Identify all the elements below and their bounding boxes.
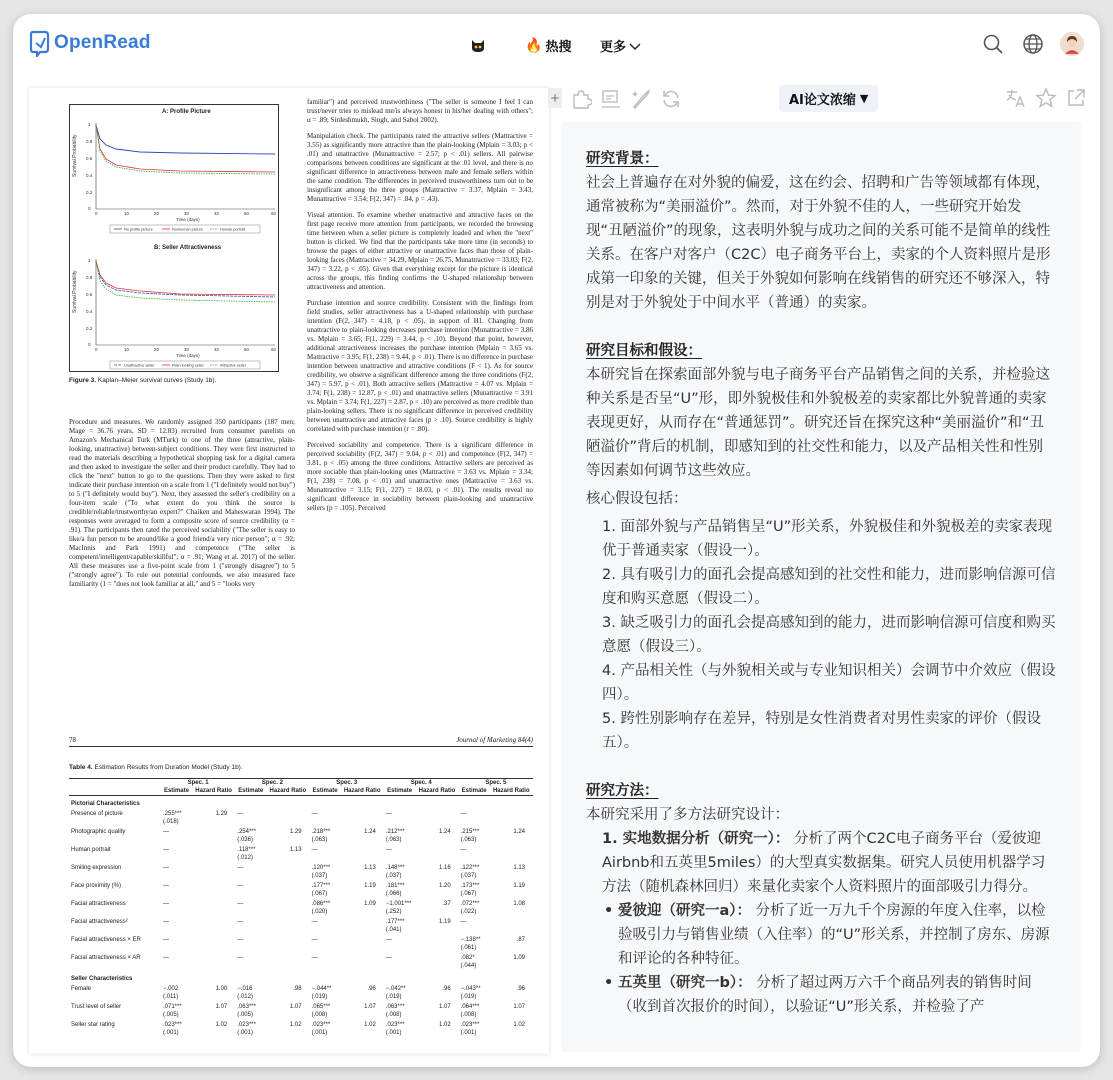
table-cell: .173*** (.067)	[460, 883, 480, 897]
estimation-table	[69, 778, 533, 1038]
method-bullet: • 爱彼迎（研究一a）： 分析了近一万九千个房源的年度入住率，以检验吸引力与销售业绩（入住率）的“U”形关系，并控制了房东、房源和评论的各种特征。	[586, 899, 1056, 971]
journal-name: Journal of Marketing 84(4)	[456, 736, 533, 744]
table-cell: .122*** (.037)	[460, 865, 480, 879]
table-cell: —	[460, 919, 467, 925]
table-cell: .023*** (.001)	[163, 1022, 182, 1036]
table-cell	[192, 827, 235, 845]
table-row	[69, 953, 533, 971]
table-cell: .065*** (.008)	[311, 1004, 331, 1018]
fire-icon: 🔥	[525, 37, 543, 54]
table-row	[69, 935, 533, 953]
table-cell: .082* (.044)	[460, 955, 477, 969]
table-cell: —	[163, 883, 169, 889]
table-spec-header: Spec. 1	[161, 779, 235, 788]
table-row-label: Human portrait	[71, 847, 111, 853]
mascot-button[interactable]	[469, 36, 487, 54]
table-cell	[192, 845, 235, 863]
table-cell	[266, 935, 309, 953]
legend-b-2: Plain-looking seller	[172, 363, 204, 368]
top-bar	[13, 14, 1100, 78]
table-cell: .064*** (.008)	[460, 1004, 480, 1018]
table-row	[69, 845, 533, 863]
table-row-label: Trust level of seller	[71, 1004, 122, 1010]
table-cell: —	[460, 811, 467, 817]
svg-text:60: 60	[271, 347, 277, 352]
figure-3	[69, 104, 279, 372]
table-cell: .215*** (.063)	[460, 829, 480, 843]
table-cell: .254*** (.036)	[237, 829, 256, 843]
figure-xlabel-b: Time (days)	[176, 353, 200, 358]
table-cell: .023*** (.001)	[311, 1022, 331, 1036]
table-cell	[266, 953, 309, 971]
translate-icon[interactable]	[1005, 87, 1027, 109]
svg-text:20: 20	[154, 347, 160, 352]
svg-text:10: 10	[124, 211, 130, 216]
table-cell: —	[163, 865, 169, 871]
table-cell: −.043** (.019)	[460, 986, 481, 1000]
table-cell	[192, 881, 235, 899]
background-text: 社会上普遍存在对外貌的偏爱，这在约会、招聘和广告等领域都有体现，通常被称为“美丽溢价”。然而，对于外貌不佳的人，一些研究开始发现“丑陋溢价”的现象，这表明外貌与成功之间的关系可能不是简单的线性关系。在客户对客户（C2C）电子商务平台上，卖家的个人资料照片是形成第一印象的关键，但关于外貌如何影响在线销售的研究还不够深入，特别是对于外貌处于中间水平（普通）的卖家。	[586, 175, 1051, 311]
table-cell: 1.02	[364, 1022, 376, 1028]
language-button[interactable]	[1020, 31, 1046, 57]
presentation-icon[interactable]	[600, 88, 622, 110]
table-cell: 1.19	[513, 883, 525, 889]
table-cell: .063*** (.008)	[385, 1004, 405, 1018]
table-subhead: Estimate	[461, 788, 487, 794]
figure-ylabel-b: Survival Probability	[72, 270, 78, 313]
svg-text:30: 30	[184, 347, 190, 352]
table-cell: —	[460, 847, 467, 853]
table-cell: .120*** (.037)	[311, 865, 331, 879]
table-cell	[340, 953, 383, 971]
pdf-paragraph: Manipulation check. The participants rated the attractive sellers (Mattractive = 3.55) as significantly more attractive than the plain-looking (Mplain = 3.03; p < .01) and unattractive (Munattractive = 2.57; p < .01) sellers. All pairwise comparisons between conditions are significant at the .01 level, and there is no significant difference in attractiveness between male and female sellers within the same condition. The differences in perceived trustworthiness turn out to be insignificant among the three groups (Mattractive = 3.37, Mplain = 3.43, Munattractive = 3.54; F(2, 347) = .84, p = .43).	[307, 132, 533, 203]
svg-text:0.2: 0.2	[86, 326, 93, 331]
pdf-text-right	[307, 98, 533, 668]
table-cell: .023*** (.001)	[237, 1022, 256, 1036]
pdf-page-footer	[69, 736, 533, 747]
table-row	[69, 899, 533, 917]
legend-b-1: Unattractive seller	[124, 363, 155, 368]
table-cell	[192, 899, 235, 917]
table-section-label: Pictorial Characteristics	[71, 801, 140, 807]
table-row-label: Presence of picture	[71, 811, 123, 817]
table-cell: —	[163, 955, 169, 961]
pdf-paragraph: Visual attention. To examine whether unattractive and attractive faces on the first page receive more attention from participants, we recorded the browsing time between when a seller picture is completely loaded and when the "next" button is clicked. We find that the participants take more time (in seconds) to browse the pages of either attractive or unattractive faces than those of plain-looking faces (Mattractive = 34.29, Mplain = 26.75, Munattractive = 33.03; F(2, 347) = 3.22, p < .05). Given that everything except for the picture is identical across the groups, this finding confirms the U-shaped relationship between attractiveness and attention.	[307, 211, 533, 291]
table-subhead-blank	[69, 787, 161, 796]
table-cell: .063*** (.005)	[237, 1004, 256, 1018]
svg-text:1: 1	[88, 122, 91, 127]
table-row	[69, 796, 533, 810]
table-cell: .98	[293, 986, 302, 992]
table-cell	[415, 953, 458, 971]
svg-text:0: 0	[95, 347, 98, 352]
figure-caption: Figure 3. Kaplan–Meier survival curves (Study 1b).	[69, 377, 217, 384]
app-window	[13, 14, 1100, 1067]
table-cell: 1.07	[438, 1004, 451, 1010]
method-item: 1. 实地数据分析（研究一）： 分析了两个C2C电子商务平台（爱彼迎Airbnb和五英里5miles）的大型真实数据集。研究人员使用机器学习方法（随机森林回归）来量化卖家个人资料照片的面部吸引力得分。	[602, 831, 1046, 895]
table-row	[69, 827, 533, 845]
table-cell: —	[163, 829, 169, 835]
table-cell: 1.13	[364, 865, 376, 871]
table-cell: 1.00	[215, 986, 228, 992]
svg-text:0.8: 0.8	[86, 275, 93, 280]
svg-text:0: 0	[95, 211, 98, 216]
table-cell: −.002 (.011)	[163, 986, 179, 1000]
table-row-label: Facial attractiveness × AR	[71, 955, 141, 961]
table-spec-header: Spec. 2	[235, 779, 309, 788]
table-spec-header: Spec. 3	[310, 779, 384, 788]
table-cell	[490, 917, 533, 935]
legend-a-1: No profile picture	[124, 227, 153, 232]
chevron-down-icon	[629, 41, 641, 51]
search-icon	[982, 33, 1004, 55]
table-row	[69, 1002, 533, 1020]
table-row-label: Smiling expression	[71, 865, 122, 871]
svg-text:30: 30	[184, 211, 190, 216]
table-cell: —	[237, 865, 244, 871]
table-cell: —	[237, 937, 244, 943]
table-cell: 1.07	[215, 1004, 228, 1010]
table-cell: .177*** (.067)	[311, 883, 331, 897]
table-row-label: Photographic quality	[71, 829, 126, 835]
table-cell	[415, 809, 458, 827]
hypothesis-intro: 核心假设包括：	[586, 491, 688, 507]
table-cell	[490, 809, 533, 827]
table-cell: −1.001*** (.252)	[385, 901, 412, 915]
hypothesis-item: 3. 缺乏吸引力的面孔会提高感知到的能力，进而影响信源可信度和购买意愿（假设三）。	[602, 615, 1056, 655]
star-icon[interactable]	[1035, 87, 1057, 109]
table-row	[69, 881, 533, 899]
table-row	[69, 971, 533, 984]
puzzle-icon[interactable]	[570, 88, 592, 110]
svg-text:50: 50	[244, 211, 250, 216]
table-cell: —	[163, 919, 169, 925]
table-cell: 1.09	[364, 901, 376, 907]
table-cell: 1.24	[438, 829, 451, 835]
table-cell	[266, 917, 309, 935]
table-cell: 1.02	[513, 1022, 525, 1028]
svg-text:1: 1	[88, 258, 91, 263]
legend-b-3: Attractive seller	[220, 363, 246, 368]
table-cell	[266, 863, 309, 881]
figure-chart-a	[70, 117, 280, 235]
table-cell	[340, 809, 383, 827]
table-cell: .212*** (.063)	[385, 829, 405, 843]
table-cell	[340, 845, 383, 863]
more-label: 更多	[600, 40, 627, 55]
method-bullet: • 五英里（研究一b）： 分析了超过两万六千个商品列表的销售时间（收到首次报价的时间），以验证“U”形关系，并检验了产	[586, 971, 1056, 1019]
table-cell	[192, 935, 235, 953]
table-cell: —	[237, 901, 244, 907]
svg-text:60: 60	[271, 211, 277, 216]
pdf-paragraph: familiar") and perceived trustworthiness ("The seller is someone I feel I can trust/never tries to mislead me/is always honest in his/her dealing with others"; α = .89; Sirdeshmukh, Singh, and Sabol 2002).	[307, 98, 533, 124]
summary-toolbar	[543, 82, 1100, 118]
table-cell	[340, 935, 383, 953]
table-cell: .072*** (.022)	[460, 901, 480, 915]
table-cell: —	[385, 847, 392, 853]
table-cell: —	[311, 919, 318, 925]
table-cell: .023*** (.001)	[385, 1022, 405, 1036]
globe-icon	[1022, 33, 1044, 55]
table-cell: .181*** (.066)	[385, 883, 405, 897]
pdf-paragraph: Perceived sociability and competence. There is a significant difference in perceived sociability (F(2, 347) = 9.04, p < .01) and competence (F(2, 347) = 3.81, p < .05) among the three conditions. Attractive sellers are perceived as more sociable than plain-looking ones (Mattractive = 3.63 vs. Mplain = 3.34; F(1, 238) = 7.08, p < .01) and unattractive ones (Mattractive = 3.63 vs. Munattractive = 3.15; F(1, 227) = 18.03, p < .01). The results reveal no significant difference in sociability between plain-looking and unattractive sellers (p = .105). Perceived	[307, 441, 533, 512]
method-intro: 本研究采用了多方法研究设计：	[586, 807, 789, 823]
table-cell: 1.07	[513, 1004, 525, 1010]
svg-text:0.8: 0.8	[86, 139, 93, 144]
summary-mode-label: AI论文浓缩	[789, 93, 856, 108]
table-cell: 1.07	[289, 1004, 302, 1010]
ai-summary-panel[interactable]	[561, 122, 1081, 1052]
table-cell: .071*** (.005)	[163, 1004, 182, 1018]
pdf-viewer[interactable]	[29, 88, 549, 1054]
table-subhead: Hazard Ratio	[195, 788, 232, 794]
table-subhead: Estimate	[163, 788, 189, 794]
table-cell: 1.13	[289, 847, 302, 853]
figure-chart-b	[70, 253, 280, 371]
more-menu[interactable]	[600, 36, 641, 55]
table-cell: —	[163, 901, 169, 907]
table-cell: 1.07	[364, 1004, 376, 1010]
page-number: 78	[69, 736, 76, 744]
table-cell	[415, 935, 458, 953]
table-cell: 1.29	[289, 829, 302, 835]
pdf-paragraph: Purchase intention and source credibility. Consistent with the findings from field studies, seller attractiveness has a U-shaped relationship with purchase intention (F(2, 347) = 4.18, p < .05), in support of H1. Changing from unattractive to plain-looking decreases purchase intention (Munattractive = 3.86 vs. Mplain = 3.65; F(1, 229) = 3.44, p < .10). Beyond that point, however, additional attractiveness increases the purchase intention (Mplain = 3.65 vs. Mattractive = 3.95; F(1, 238) = 9.44, p < .01). There is no difference in purchase intention between unattractive and attractive conditions (F < 1). As for source credibility, we observe a significant difference among the three conditions (F(2, 347) = 5.97, p < .01). Both attractive sellers (Mattractive = 4.07 vs. Mplain = 3.74; F(1, 238) = 12.87, p < .01) and unattractive sellers (Munattractive = 3.91 vs. Mplain = 3.74; F(1, 227) = 2.87, p < .10) are perceived as more credible than plain-looking sellers. There is no significant difference in perceived credibility between unattractive and attractive faces (p > .10). Source credibility is highly correlated with purchase intention (r = .80).	[307, 299, 533, 433]
table-cell: —	[385, 937, 392, 943]
table-subhead: Hazard Ratio	[269, 788, 307, 794]
table-cell: —	[385, 955, 392, 961]
table-cell: 1.02	[438, 1022, 451, 1028]
table-corner	[69, 779, 161, 788]
table-cell: —	[237, 919, 244, 925]
svg-text:10: 10	[124, 347, 130, 352]
svg-text:0.4: 0.4	[86, 309, 93, 314]
hypothesis-item: 4. 产品相关性（与外貌相关或与专业知识相关）会调节中介效应（假设四）。	[602, 663, 1056, 703]
background-heading: 研究背景：	[586, 151, 659, 167]
table-cell: 1.20	[438, 883, 451, 889]
hot-search-link[interactable]	[525, 36, 571, 55]
table-cell: .255*** (.018)	[163, 811, 182, 825]
figure-xlabel-a: Time (days)	[176, 217, 200, 222]
table-cell	[415, 845, 458, 863]
table-cell: —	[237, 883, 244, 889]
table-cell: 1.02	[215, 1022, 228, 1028]
table-row-label: Face proximity (%)	[71, 883, 122, 889]
table-subhead: Hazard Ratio	[418, 788, 456, 794]
table-title: Table 4. Estimation Results from Duration Model (Study 1b).	[69, 764, 243, 771]
table-cell	[266, 899, 309, 917]
table-cell: −.138** (.061)	[460, 937, 481, 951]
table-cell: .086*** (.020)	[311, 901, 331, 915]
table-cell: 1.19	[364, 883, 376, 889]
table-row-label: Female	[71, 986, 92, 992]
table-subhead: Hazard Ratio	[343, 788, 381, 794]
table-cell: —	[237, 955, 244, 961]
openread-logo[interactable]	[29, 29, 151, 57]
hypothesis-item: 1. 面部外貌与产品销售呈“U”形关系，外貌极佳和外貌极差的卖家表现优于普通卖家（假设一）。	[602, 519, 1053, 559]
svg-text:20: 20	[154, 211, 160, 216]
legend-a-2: Nonhuman picture	[172, 227, 204, 232]
table-cell: .023*** (.001)	[460, 1022, 480, 1036]
mascot-icon	[469, 36, 487, 54]
table-cell: 1.24	[513, 829, 525, 835]
table-row	[69, 1020, 533, 1038]
refresh-icon[interactable]	[660, 88, 682, 110]
table-cell	[490, 845, 533, 863]
table-row-label: Facial attractiveness	[71, 901, 126, 907]
figure-title-b: B: Seller Attractiveness	[154, 245, 222, 251]
table-cell: 1.08	[513, 901, 525, 907]
table-cell: .96	[367, 986, 376, 992]
table-cell: 1.13	[513, 865, 525, 871]
legend-a-3: Human portrait	[220, 227, 246, 232]
hypothesis-item: 2. 具有吸引力的面孔会提高感知到的社交性和能力，进而影响信源可信度和购买意愿（假设二）。	[602, 567, 1056, 607]
table-cell: −.042** (.019)	[385, 986, 406, 1000]
table-cell: 1.09	[513, 955, 525, 961]
table-row-label: Seller star rating	[71, 1022, 115, 1028]
openread-logo-icon	[29, 29, 51, 57]
svg-text:0.6: 0.6	[86, 292, 93, 297]
summary-mode-dropdown[interactable]	[779, 85, 878, 112]
svg-text:0: 0	[88, 206, 91, 211]
pdf-paragraph: Procedure and measures. We randomly assigned 350 participants (187 men; Mage = 36.76 years, SD = 12.83) recruited from consumer panelists on Amazon's Mechanical Turk (MTurk) to one of the three (attractive, plain-looking, unattractive) between-subject conditions. They were first instructed to read the materials describing a hypothetical shopping task for a digital camera and then asked to investigate the seller and their product carefully. They had to click the "next" button to go to the questions. Then they were asked to first indicate their purchase intention on a scale from 1 ("I definitely would not buy") to 5 ("I definitely would buy"). Next, they assessed the seller's credibility on a four-item scale ("To what extent do you think the source is credible/reliable/trustworthy/an expert?" Chaiken and Maheswaran 1994). The responses were averaged to form a composite score of source credibility (α = .91). The participants then rated the perceived sociability ("The seller is easy to like/a fun person to be around/like a good friend/a very nice person"; α = .92; MacInnis and Park 1991) and competence ("The seller is competent/intelligent/capable/skillful"; α = .91; Wang et al. 2017) of the seller. All these measures use a five-point scale from 1 ("strongly disagree") to 5 ("strongly agree"). To rule out potential confounds, we also measured face familiarity (1 = "does not look familiar at all," and 5 = "looks very	[69, 418, 295, 588]
table-cell: −.044** (.019)	[311, 986, 332, 1000]
table-cell: 1.16	[438, 865, 451, 871]
table-cell: .177*** (.041)	[385, 919, 405, 933]
table-cell	[192, 953, 235, 971]
open-external-icon[interactable]	[1065, 87, 1087, 109]
user-avatar[interactable]	[1060, 32, 1084, 56]
table-row-label: Facial attractiveness × ER	[71, 937, 141, 943]
avatar-icon	[1060, 32, 1084, 56]
table-cell: 1.19	[438, 919, 451, 925]
figure-title-a: A: Profile Picture	[162, 109, 211, 115]
table-cell: —	[311, 955, 318, 961]
table-cell: —	[311, 847, 318, 853]
hypothesis-item: 5. 跨性别影响存在差异，特别是女性消费者对男性卖家的评价（假设五）。	[602, 711, 1041, 751]
table-cell	[266, 809, 309, 827]
table-cell: —	[163, 847, 169, 853]
table-subhead: Hazard Ratio	[492, 788, 530, 794]
figure-ylabel-a: Survival Probability	[72, 134, 78, 177]
table-section-label: Seller Characteristics	[71, 976, 133, 982]
table-cell: 1.24	[364, 829, 376, 835]
table-cell: −.016 (.012)	[237, 986, 253, 1000]
goals-text: 本研究旨在探索面部外貌与电子商务平台产品销售之间的关系，并检验这种关系是否呈“U”形，即外貌极佳和外貌极差的卖家都比外貌普通的卖家表现更好，从而存在“普通惩罚”。研究还旨在探究这种“美丽溢价”和“丑陋溢价”背后的机制，即感知到的社交性和能力，以及产品相关性和性别等因素如何调节这些效应。	[586, 367, 1050, 479]
table-cell: —	[311, 811, 318, 817]
table-cell: 1.29	[215, 811, 228, 817]
table-subhead: Estimate	[312, 788, 338, 794]
table-cell: 1.02	[289, 1022, 302, 1028]
table-row-label: Facial attractiveness²	[71, 919, 128, 925]
table-spec-header: Spec. 4	[384, 779, 459, 788]
table-row	[69, 863, 533, 881]
app-name: OpenRead	[54, 32, 151, 53]
svg-text:40: 40	[214, 347, 220, 352]
table-cell: .218*** (.063)	[311, 829, 331, 843]
svg-text:0.2: 0.2	[86, 190, 93, 195]
pdf-text-left	[69, 418, 295, 664]
svg-text:0.6: 0.6	[86, 156, 93, 161]
table-cell	[192, 917, 235, 935]
svg-text:40: 40	[214, 211, 220, 216]
table-cell: .148*** (.037)	[385, 865, 405, 879]
table-row	[69, 984, 533, 1002]
svg-text:0.4: 0.4	[86, 173, 93, 178]
table-cell: .37	[442, 901, 451, 907]
table-subhead: Estimate	[387, 788, 413, 794]
table-cell: .118*** (.012)	[237, 847, 256, 861]
dropdown-arrow-icon: ▼	[859, 92, 869, 105]
svg-text:50: 50	[244, 347, 250, 352]
hot-search-label: 热搜	[545, 40, 572, 55]
table-cell: —	[237, 811, 244, 817]
table-cell: .87	[516, 937, 525, 943]
method-heading: 研究方法：	[586, 783, 659, 799]
table-cell: —	[163, 937, 169, 943]
table-cell: .96	[516, 986, 525, 992]
table-spec-header: Spec. 5	[459, 779, 533, 788]
svg-text:0: 0	[88, 342, 91, 347]
table-subhead: Estimate	[238, 788, 264, 794]
expand-button[interactable]: +	[548, 88, 562, 108]
table-row	[69, 917, 533, 935]
table-cell	[192, 863, 235, 881]
table-cell: —	[385, 811, 392, 817]
table-cell	[266, 881, 309, 899]
magic-pen-icon[interactable]	[630, 88, 652, 110]
goals-heading: 研究目标和假设：	[586, 343, 702, 359]
search-button[interactable]	[980, 31, 1006, 57]
table-cell	[340, 917, 383, 935]
table-cell: .96	[442, 986, 451, 992]
table-row	[69, 809, 533, 827]
table-cell: —	[311, 937, 318, 943]
